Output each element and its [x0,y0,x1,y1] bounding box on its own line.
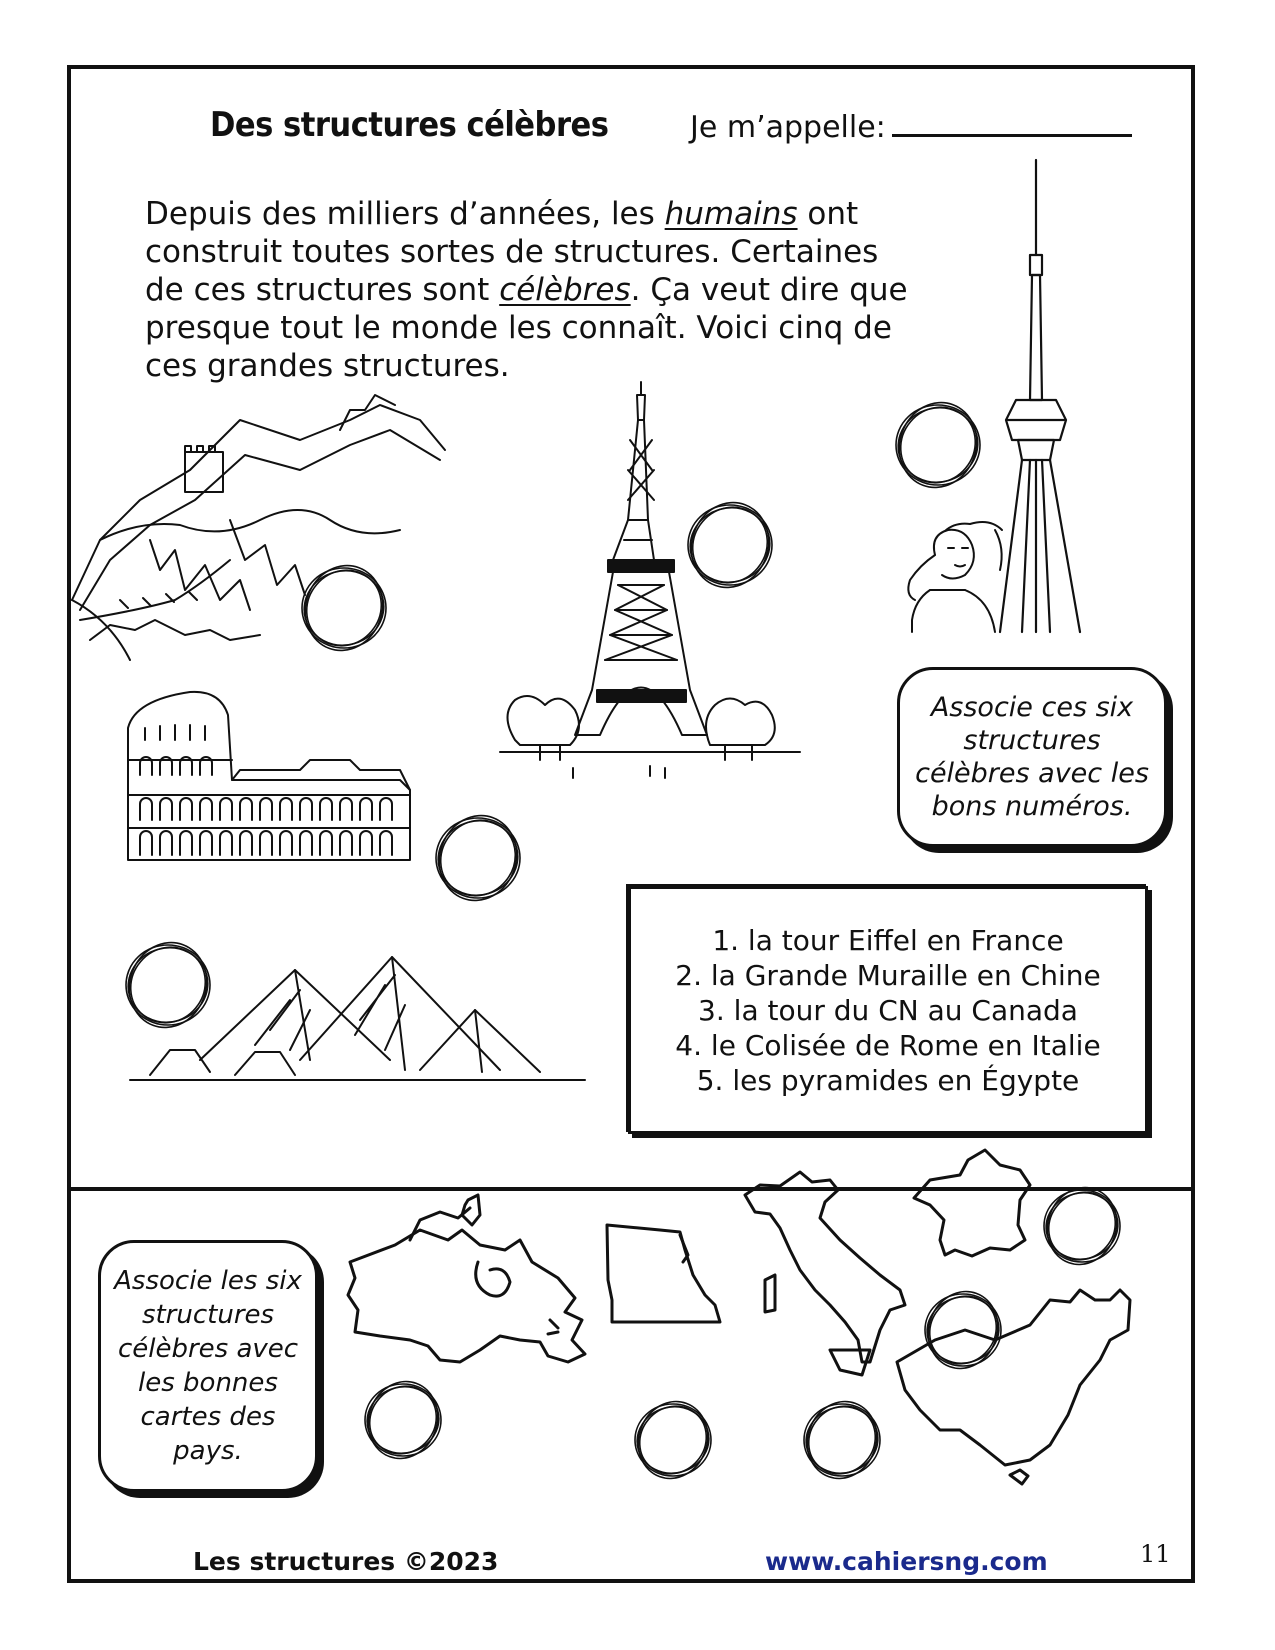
intro-text-1: Depuis des milliers d’années, les [145,196,665,232]
canada-map-icon [348,1195,585,1362]
intro-text-2: ont construit toutes sortes de structures. Certaines de ces structures sont [145,196,879,308]
great-wall-icon [72,395,445,660]
name-label: Je m’appelle: [690,110,886,145]
answer-circle-icon[interactable] [291,555,396,662]
answer-circle-icon[interactable] [115,932,220,1039]
answer-circle-icon[interactable] [626,1392,720,1489]
cn-tower-icon [1000,160,1080,632]
intro-text-3: . Ça veut dire que presque tout le monde les connaît. Voici cinq de ces grandes structures. [145,272,908,384]
list-item: 2. la Grande Muraille en Chine [675,958,1101,992]
answer-circle-icon[interactable] [1035,1178,1129,1275]
numbered-list-box [628,886,1148,1134]
instruction-text-structures: Associe ces six structures célèbres avec les bons numéros. [915,692,1149,822]
france-map-icon [914,1150,1030,1256]
answer-circle-icon[interactable] [885,392,990,499]
colosseum-icon [128,692,410,860]
eiffel-tower-icon [500,382,800,778]
intro-keyword-celebres: célèbres [499,272,631,308]
footer-website-link[interactable]: www.cahiersng.com [765,1547,1048,1576]
list-item: 3. la tour du CN au Canada [698,993,1078,1027]
instruction-bubble-structures [897,667,1167,847]
answer-circle-icon[interactable] [425,805,530,912]
girl-looking-up-icon [908,522,1002,632]
page-title: Des structures célèbres [210,105,609,145]
egypt-map-icon [607,1225,720,1322]
italy-map-icon [745,1172,905,1375]
instruction-bubble-countries [98,1240,318,1492]
list-item: 1. la tour Eiffel en France [712,923,1064,957]
answer-circle-icon[interactable] [677,492,782,599]
instruction-text-countries: Associe les six structures célèbres avec les bonnes cartes des pays. [114,1266,302,1466]
page-number: 11 [1140,1540,1171,1568]
pyramids-icon [130,957,585,1080]
list-item: 4. le Colisée de Rome en Italie [675,1028,1101,1062]
answer-circle-icon[interactable] [795,1392,889,1489]
footer-copyright: Les structures ©2023 [193,1547,499,1576]
list-item: 5. les pyramides en Égypte [696,1063,1080,1097]
intro-keyword-humains: humains [664,196,798,232]
answer-circle-icon[interactable] [356,1372,450,1469]
